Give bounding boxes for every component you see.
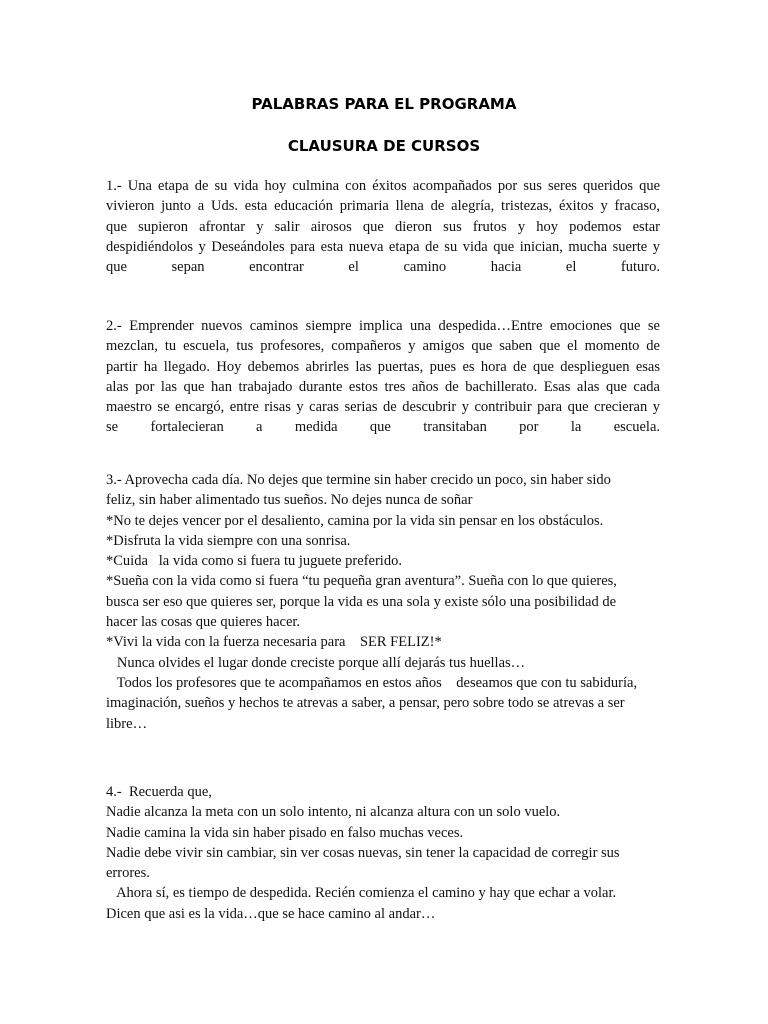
paragraph-line: 1.- Una etapa de su vida hoy culmina con éxitos acompañados por sus seres queridos que (106, 178, 660, 194)
paragraph-line: que supieron afrontar y salir airosos que dieron sus frutos y hoy podemos estar (106, 218, 660, 235)
document-subtitle: CLAUSURA DE CURSOS (287, 137, 481, 155)
paragraph-line: partir ha llegado. Hoy debemos abrirles las puertas, pues es hora de que desplieguen esas (106, 358, 660, 375)
document-title: PALABRAS PARA EL PROGRAMA (251, 95, 517, 113)
paragraph-2 (106, 316, 660, 438)
paragraph-line: *Sueña con la vida como si fuera “tu pequeña gran aventura”. Sueña con lo que quieres, (106, 573, 617, 590)
paragraph-1 (106, 176, 660, 277)
paragraph-line: Todos los profesores que te acompañamos en estos años deseamos que con tu sabiduría, (106, 674, 638, 691)
paragraph-line: despidiéndolos y Deseándoles para esta nueva etapa de su vida que inician, mucha suerte y (106, 238, 660, 255)
paragraph-line: se fortalecieran a medida que transitaban por la escuela. (106, 419, 660, 436)
paragraph-line: que sepan encontrar el camino hacia el futuro. (106, 259, 660, 276)
paragraph-line: feliz, sin haber alimentado tus sueños. No dejes nunca de soñar (106, 492, 473, 509)
paragraph-line: imaginación, sueños y hechos te atrevas a saber, a pensar, pero sobre todo se atrevas a ser (106, 695, 625, 712)
paragraph-3 (106, 470, 660, 734)
paragraph-line: Ahora sí, es tiempo de despedida. Recién comienza el camino y hay que echar a volar. (106, 885, 617, 902)
paragraph-line: 3.- Aprovecha cada día. No dejes que termine sin haber crecido un poco, sin haber sido (106, 472, 611, 488)
paragraph-line: hacer las cosas que quieres hacer. (106, 614, 301, 631)
paragraph-line: *No te dejes vencer por el desaliento, camina por la vida sin pensar en los obstáculos. (106, 512, 604, 529)
paragraph-line: Nunca olvides el lugar donde creciste porque allí dejarás tus huellas… (106, 654, 526, 671)
paragraph-line: *Disfruta la vida siempre con una sonrisa. (106, 532, 351, 549)
paragraph-line: vivieron junto a Uds. esta educación primaria llena de alegría, tristezas, éxitos y fracaso, (106, 198, 660, 215)
paragraph-4 (106, 782, 660, 924)
paragraph-line: 2.- Emprender nuevos caminos siempre implica una despedida…Entre emociones que se (106, 318, 660, 334)
paragraph-line: Dicen que asi es la vida…que se hace camino al andar… (106, 905, 436, 922)
paragraph-line: alas por las que han trabajado durante estos tres años de bachillerato. Esas alas que cada (106, 378, 660, 395)
paragraph-line: mezclan, tu escuela, tus profesores, compañeros y amigos que saben que el momento de (106, 338, 660, 355)
paragraph-line: Nadie camina la vida sin haber pisado en falso muchas veces. (106, 824, 464, 841)
paragraph-line: Nadie alcanza la meta con un solo intento, ni alcanza altura con un solo vuelo. (106, 804, 561, 821)
paragraph-line: busca ser eso que quieres ser, porque la vida es una sola y existe sólo una posibilidad de (106, 593, 617, 610)
paragraph-line: *Cuida la vida como si fuera tu juguete preferido. (106, 553, 402, 570)
paragraph-line: libre… (106, 715, 148, 732)
paragraph-line: 4.- Recuerda que, (106, 784, 212, 800)
paragraph-line: errores. (106, 865, 150, 882)
paragraph-line: *Vivi la vida con la fuerza necesaria para SER FELIZ!* (106, 634, 442, 651)
paragraph-line: Nadie debe vivir sin cambiar, sin ver cosas nuevas, sin tener la capacidad de corregir sus (106, 844, 620, 861)
paragraph-line: maestro se encargó, entre risas y caras serias de descubrir y contribuir para que crecieran y (106, 399, 660, 416)
